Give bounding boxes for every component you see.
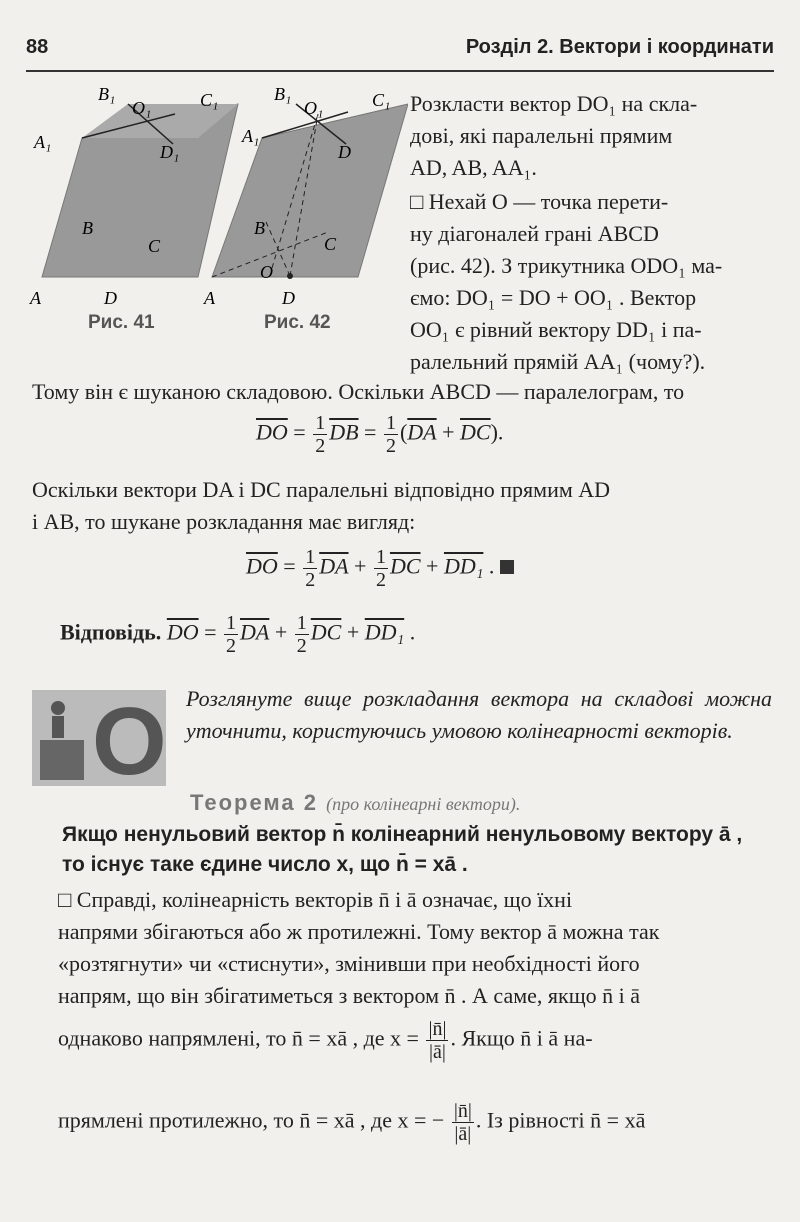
label-d1: D	[338, 142, 351, 162]
problem-line-12: і AB, то шукане розкладання має вигляд:	[32, 509, 416, 534]
frac-denominator: |ā|	[429, 1041, 446, 1063]
problem-line-3: AD, AB, AA₁.	[410, 155, 537, 180]
figure-41-caption: Рис. 41	[88, 312, 155, 333]
label-d: D	[104, 288, 117, 308]
theorem-statement: Якщо ненульовий вектор n̄ колінеарний ненульовому вектору ā , то існує таке єдине число x, що n̄ = xā .	[62, 823, 743, 876]
theorem-subtitle: (про колінеарні вектори).	[326, 794, 521, 814]
label-a: A	[204, 288, 215, 308]
figures-41-42	[28, 82, 408, 342]
label-o1: O₁	[132, 98, 152, 118]
label-c: C	[148, 236, 161, 256]
proof-line-6	[58, 1100, 772, 1145]
label-a: A	[30, 288, 41, 308]
section-title: Розділ 2. Вектори і координати	[465, 36, 774, 58]
problem-line-9: ралельний прямій AA₁ (чому?).	[410, 349, 706, 374]
problem-line-4: □ Нехай O — точка перети-	[410, 189, 669, 214]
label-o1: O₁	[304, 98, 324, 118]
label-d: D	[282, 288, 295, 308]
formula-do-half-db: $\overline{DO}$ = $\frac{1}{2}$ $\overline{DB}$ = $\frac{1}{2}$ $(\overline{DA} + \overline{DC})$.	[256, 412, 504, 457]
theorem-name: Теорема 2	[190, 790, 318, 815]
label-c1: C₁	[372, 90, 391, 110]
problem-line-6: (рис. 42). З трикутника ODO₁ ма-	[410, 253, 723, 278]
svg-text:O: O	[92, 690, 166, 786]
label-c1: C₁	[200, 90, 219, 110]
figure-41	[29, 84, 238, 308]
note-icon	[32, 690, 166, 786]
page-number: 88	[26, 36, 49, 58]
proof-line-5-end: . Якщо n̄ і ā на-	[450, 1025, 593, 1051]
label-a1: A₁	[34, 132, 52, 152]
problem-line-8: OO₁ є рівний вектору DD₁ і па-	[410, 317, 702, 342]
problem-line-5: ну діагоналей грані ABCD	[410, 221, 659, 246]
label-b1: B₁	[274, 84, 292, 104]
figure-42-caption: Рис. 42	[264, 312, 331, 333]
proof-line-2: напрями збігаються або ж протилежні. Тому вектор ā можна так	[58, 919, 660, 944]
problem-line-1: Розкласти вектор DO₁ на скла-	[410, 91, 698, 116]
problem-line-7: ємо: DO₁ = DO + OO₁ . Вектор	[410, 285, 697, 310]
label-d1: D₁	[160, 142, 180, 162]
frac-denominator: |ā|	[454, 1123, 472, 1145]
page-header	[26, 30, 774, 72]
formula-decomposition: $\overline{DO}$ = $\frac{1}{2}$ $\overline{DA}$ + $\frac{1}{2}$ $\overline{DC} + DD_1$ .	[246, 546, 514, 591]
proof-line-1: □ Справді, колінеарність векторів n̄ і ā означає, що їхні	[58, 887, 573, 912]
problem-line-10: Тому він є шуканою складовою. Оскільки ABCD — паралелограм, то	[32, 379, 685, 404]
proof-line-3: «розтягнути» чи «стиснути», змінивши при необхідності його	[58, 951, 640, 976]
frac-numerator: |n̄|	[428, 1018, 447, 1040]
problem-line-2: дові, які паралельні прямим	[410, 123, 673, 148]
note-text: Розглянуте вище розкладання вектора на складові можна уточнити, користуючись умовою колінеарності векторів.	[186, 686, 772, 743]
label-b: B	[254, 218, 265, 238]
answer-formula: Відповідь. $\overline{DO}$ = $\frac{1}{2}$ $\overline{DA}$ + $\frac{1}{2}$ $\overline{DC} + DD_1$ .	[60, 612, 416, 657]
theorem-title	[190, 790, 520, 816]
label-o: O	[260, 262, 273, 282]
label-c: C	[324, 234, 337, 254]
answer-label: Відповідь.	[60, 619, 162, 645]
proof-line-6-end: . Із рівності n̄ = xā	[475, 1107, 646, 1133]
proof-line-4: напрям, що він збігатиметься з вектором n̄ . А саме, якщо n̄ і ā	[58, 983, 641, 1008]
label-a1: A₁	[242, 126, 260, 146]
proof-line-5	[58, 1018, 772, 1063]
proof-line-6-text: прямлені протилежно, то n̄ = xā , де x = −	[58, 1107, 445, 1133]
label-b: B	[82, 218, 93, 238]
problem-line-11: Оскільки вектори DA і DC паралельні відповідно прямим AD	[32, 477, 611, 502]
frac-numerator: |n̄|	[453, 1100, 472, 1122]
label-b1: B₁	[98, 84, 116, 104]
proof-line-5-text: однаково напрямлені, то n̄ = xā , де x =	[58, 1025, 419, 1051]
